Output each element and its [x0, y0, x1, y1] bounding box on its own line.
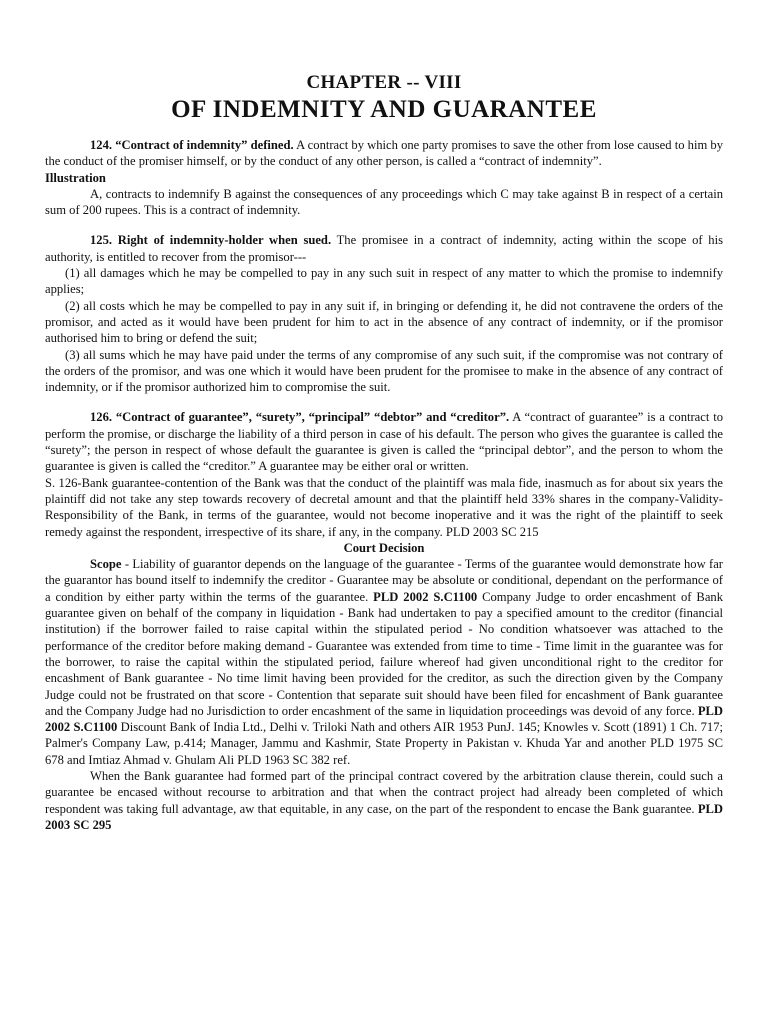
section-126-heading: 126. “Contract of guarantee”, “surety”, “principal” “debtor” and “creditor”.	[90, 410, 510, 425]
arbitration-paragraph	[45, 768, 723, 833]
illustration-label: Illustration	[45, 170, 106, 185]
section-126-text: A “contract of guarantee” is a contract to perform the promise, or discharge the liability of a third person in case of his default. The person who gives the guarantee is called the “surety”; the person in respect of whose default the guarantee is given is called the “principal debtor”, and the person to whom the guarantee is given is called the “creditor.” A guarantee may be either oral or written.	[45, 410, 723, 474]
court-decision	[45, 540, 723, 833]
section-125-item-2: (2) all costs which he may be compelled to pay in any suit if, in bringing or defending it, he did not contravene the orders of the promisor, and acted as it would have been prudent for him to act in the absence of any contract of indemnity, or if the promisor authorised him to bring or defend the suit;	[45, 298, 723, 346]
section-125-item-1: (1) all damages which he may be compelled to pay in any such suit in respect of any matter to which the promise to indemnify applies;	[45, 266, 723, 297]
scope-text-1: - Liability of guarantor depends on the language of the guarantee - Terms of the guarantee would demonstrate how far the guarantor has bound itself to indemnify the creditor - Guarantee may be absolute or conditional, dependant on the performance of a condition by either party within the terms of the guarantee.	[45, 557, 723, 604]
citation-2: PLD 2002 S.C1100	[45, 703, 723, 735]
section-gap	[45, 395, 723, 409]
section-gap	[45, 218, 723, 232]
arbitration-text: When the Bank guarantee had formed part of the principal contract covered by the arbitration clause therein, could such a guarantee be encased without recourse to arbitration and that when the contract project had already been completed of which respondent was taking full advantage, aw that equitable, in any case, on the part of the respondent to encase the Bank guarantee.	[45, 768, 723, 816]
section-124-heading: 124. “Contract of indemnity” defined.	[90, 138, 294, 152]
section-125-item-3: (3) all sums which he may have paid under the terms of any compromise of any such suit, if the compromise was not contrary of the orders of the promisor, and was one which it would have been prudent for the promisee to make in the absence of any contract of indemnity, or if the promisor authorized him to compromise the suit.	[45, 347, 723, 395]
scope-text-2: Company Judge to order encashment of Bank guarantee given on behalf of the company in liquidation - Bank had undertaken to pay a specified amount to the creditor (financial institution) if the borrower failed to raise capital within the stipulated period - No condition whatsoever was attached to the performance of the creditor before making demand - Guarantee was extended from time to time - Time limit in the guarantee was for the borrower, to raise the capital within the stipulated period, failure whereof had given unconditional right to the creditor for encashment of Bank guarantee - No time limit having been provided for the creditor, as such the direction given by the Company Judge could not be frustrated on that score - Contention that separate suit should have been filed for encashment of Bank guarantee and the Company Judge had no Jurisdiction to order encashment of the same in liquidation proceedings was devoid of any force.	[45, 589, 723, 718]
section-124-paragraph	[45, 137, 723, 170]
section-125-paragraph	[45, 232, 723, 265]
section-126	[45, 409, 723, 539]
scope-text-3: Discount Bank of India Ltd., Delhi v. Triloki Nath and others AIR 1953 PunJ. 145; Knowles v. Scott (1891) 1 Ch. 717; Palmer's Company Law, p.414; Manager, Jammu and Kashmir, State Property in Pakistan v. Khuda Yar and another PLD 1975 SC 678 and Imtiaz Ahmad v. Ghulam Ali PLD 1963 SC 382 ref.	[45, 720, 723, 767]
section-124	[45, 137, 723, 218]
section-124-text: A contract by which one party promises to save the other from lose caused to him by the conduct of the promiser himself, or by the conduct of any other person, is called a “contract of indemnity”.	[45, 138, 724, 169]
section-125-heading: 125. Right of indemnity-holder when sued.	[90, 233, 332, 248]
section-126-note: S. 126-Bank guarantee-contention of the Bank was that the conduct of the plaintiff was mala fide, inasmuch as for about six years the plaintiff did not take any step towards recovery of decretal amount and that the plaintiff held 33% shares in the company-Validity-Responsibility of the Bank, in terms of the guarantee, would not become inoperative and it was the right of the plaintiff to seek remedy against the respondent, irrespective of its share, if any, in the company. PLD 2003 SC 215	[45, 475, 723, 539]
section-125	[45, 232, 723, 395]
section-125-text: The promisee in a contract of indemnity, acting within the scope of his authority, is entitled to recover from the promisor---	[45, 233, 723, 264]
court-decision-heading: Court Decision	[343, 540, 425, 555]
citation-3: PLD 2003 SC 295	[45, 801, 723, 832]
citation-1: PLD 2002 S.C1100	[373, 589, 478, 604]
scope-paragraph	[45, 556, 723, 768]
illustration-text: A, contracts to indemnify B against the consequences of any proceedings which C may take against B in respect of a certain sum of 200 rupees. This is a contract of indemnity.	[45, 186, 723, 218]
chapter-number: CHAPTER -- VIII	[306, 72, 462, 93]
scope-label: Scope	[90, 557, 122, 572]
chapter-title: OF INDEMNITY AND GUARANTEE	[171, 96, 597, 123]
section-126-paragraph	[45, 409, 723, 474]
